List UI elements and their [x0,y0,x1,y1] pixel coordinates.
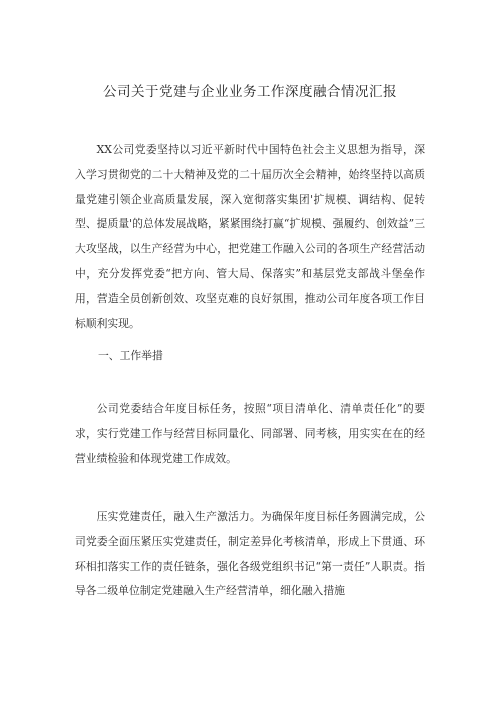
section-paragraph-2: 压实党建责任，融入生产激活力。为确保年度目标任务圆满完成，公司党委全面压紧压实党建责任，制定差异化考核清单，形成上下贯通、环环相扣落实工作的责任链条，强化各级党组织书记“第一责任”人职责。指导各二级单位制定党建融入生产经营清单，细化融入措施 [75,510,425,598]
intro-paragraph: XX公司党委坚持以习近平新时代中国特色社会主义思想为指导，深入学习贯彻党的二十大精神及党的二十届历次全会精神，始终坚持以高质量党建引领企业高质量发展，深入宽彻落实集团'扩规模、调结构、促转型、提质量'的总体发展战略，紧紧围绕打赢“扩规模、强履约、创效益”三大攻坚战，以生产经营为中心，把党建工作融入公司的各项生产经营活动中，充分发挥党委“把方向、管大局、保落实”和基层党支部战斗堡垒作用，营造全员创新创效、攻坚克难的良好氛围，推动公司年度各项工作目标顺利实现。 [75,143,425,330]
section-paragraph-1: 公司党委结合年度目标任务，按照“项目清单化、清单责任化”的要求，实行党建工作与经营目标同量化、同部署、同考核，用实实在在的经营业绩检验和体现党建工作成效。 [75,402,425,465]
document-title: 公司关于党建与企业业务工作深度融合情况汇报 [103,84,397,100]
section-heading: 一、工作举措 [98,349,163,362]
